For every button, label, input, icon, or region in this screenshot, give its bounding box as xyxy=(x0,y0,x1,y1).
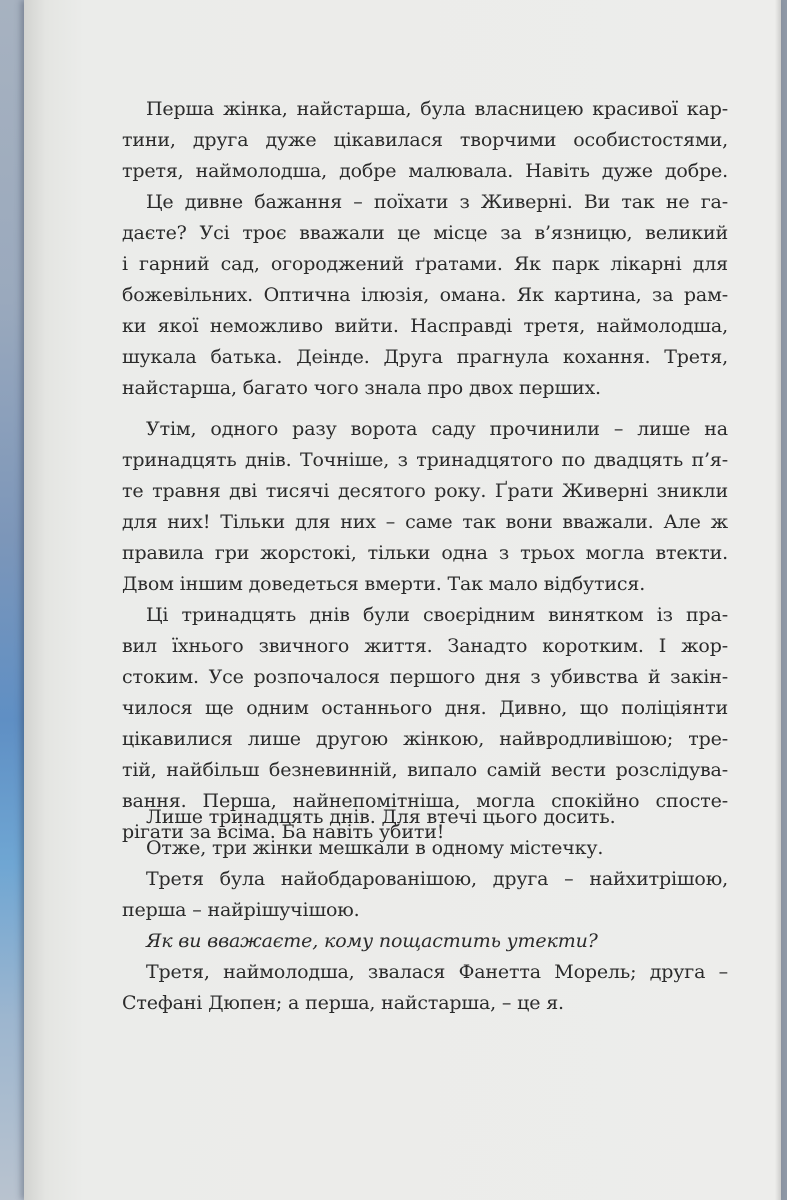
text-line: тринадцять днів. Точніше, з тринадцятого по двадцять п’я- xyxy=(122,449,728,471)
text-line: третя, наймолодша, добре малювала. Навіть дуже добре. xyxy=(122,160,728,182)
text-line: Ці тринадцять днів були своєрідним винятком із пра- xyxy=(146,604,728,626)
text-line: тій, найбільш безневинній, випало самій вести розслідува- xyxy=(122,759,728,781)
text-line: Двом іншим доведеться вмерти. Так мало відбутися. xyxy=(122,573,646,595)
text-line: стоким. Усе розпочалося першого дня з убивства й закін- xyxy=(122,666,728,688)
text-line: Третя була найобдарованішою, друга – найхитрішою, xyxy=(146,868,728,890)
text-line: Отже, три жінки мешкали в одному містечку. xyxy=(146,837,604,859)
text-line: цікавилися лише другою жінкою, найвродливішою; тре- xyxy=(122,728,728,750)
text-line: даєте? Усі троє вважали це місце за в’язницю, великий xyxy=(122,222,728,244)
closing-lines xyxy=(122,802,728,1019)
text-line: Третя, наймолодша, звалася Фанетта Морель; друга – xyxy=(146,961,728,983)
text-line: вил їхнього звичного життя. Занадто коротким. І жор- xyxy=(122,635,728,657)
text-line: тини, друга дуже цікавилася творчими особистостями, xyxy=(122,129,728,151)
text-line: вання. Перша, найнепомітніша, могла спокійно спосте- xyxy=(122,790,728,812)
text-line: чилося ще одним останнього дня. Дивно, що поліціянти xyxy=(122,697,728,719)
text-line: Утім, одного разу ворота саду прочинили – лише на xyxy=(146,418,728,440)
text-line: те травня дві тисячі десятого року. Ґрати Живерні зникли xyxy=(122,480,728,502)
rhetorical-question: Як ви вважаєте, кому пощастить утекти? xyxy=(146,930,598,952)
text-line: божевільних. Оптична ілюзія, омана. Як картина, за рам- xyxy=(122,284,728,306)
text-line: найстарша, багато чого знала про двох перших. xyxy=(122,377,601,399)
text-line: Це дивне бажання – поїхати з Живерні. Ви так не га- xyxy=(146,191,728,213)
paragraph-1 xyxy=(122,94,728,404)
text-line: перша – найрішучішою. xyxy=(122,899,360,921)
paragraph-2 xyxy=(122,414,728,600)
text-line: шукала батька. Деінде. Друга прагнула кохання. Третя, xyxy=(122,346,728,368)
page-edge-shadow xyxy=(775,0,781,1200)
text-line: Лише тринадцять днів. Для втечі цього досить. xyxy=(146,806,616,828)
text-line: Перша жінка, найстарша, була власницею красивої кар- xyxy=(146,98,728,120)
text-line: для них! Тільки для них – саме так вони вважали. Але ж xyxy=(122,511,728,533)
text-line: рігати за всіма. Ба навіть убити! xyxy=(122,821,445,843)
text-line: Стефані Дюпен; а перша, найстарша, – це я. xyxy=(122,992,564,1014)
text-line: правила гри жорстокі, тільки одна з трьох могла втекти. xyxy=(122,542,728,564)
text-line: і гарний сад, огороджений ґратами. Як парк лікарні для xyxy=(122,253,728,275)
text-line: ки якої неможливо вийти. Насправді третя, наймолодша, xyxy=(122,315,728,337)
